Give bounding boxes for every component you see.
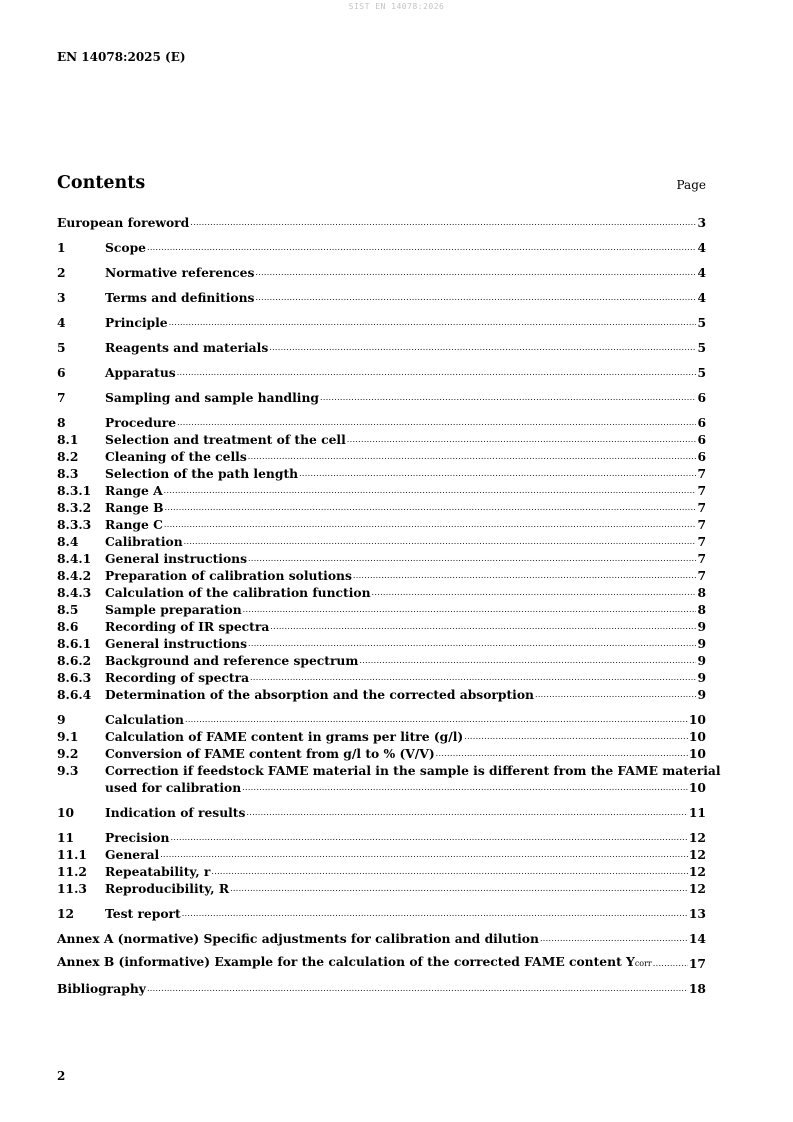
toc-entry-title: Recording of IR spectra <box>105 619 270 634</box>
toc-entry-title: European foreword <box>57 215 190 230</box>
toc-entry-title: General <box>105 847 160 862</box>
toc-entry-4[interactable] <box>57 314 706 331</box>
toc-entry-number: 8.3.2 <box>57 500 92 515</box>
dot-leader <box>320 387 696 406</box>
toc-entry-title: Procedure <box>105 415 177 430</box>
toc-entry-1[interactable] <box>57 239 706 256</box>
toc-entry-title: Determination of the absorption and the corrected absorption <box>105 687 534 702</box>
toc-entry-title: Calculation of FAME content in grams per litre (g/l) <box>105 729 464 744</box>
dot-leader <box>255 287 696 306</box>
toc-entry-number: 8.6 <box>57 619 79 634</box>
toc-entry-number: 8.3.1 <box>57 483 92 498</box>
toc-entry-title: Calibration <box>105 534 183 549</box>
toc-entry-page: 7 <box>697 534 706 549</box>
toc-entry-number: 11.1 <box>57 847 87 862</box>
toc-entry-number: 8.6.4 <box>57 687 92 702</box>
toc-entry-number: 9.2 <box>57 746 79 761</box>
toc-entry-page: 9 <box>697 670 706 685</box>
toc-entry-page: 18 <box>688 981 706 996</box>
toc-entry-page: 6 <box>697 415 706 430</box>
toc-entry-number: 7 <box>57 390 66 405</box>
dot-leader <box>182 903 688 922</box>
toc-entry-number: 8.4.1 <box>57 551 92 566</box>
toc-entry-bibliography[interactable] <box>57 980 706 997</box>
toc-entry-title: Calculation of the calibration function <box>105 585 371 600</box>
toc-entry-number: 8.4.3 <box>57 585 92 600</box>
toc-entry-title <box>57 953 652 972</box>
toc-entry-page: 7 <box>697 500 706 515</box>
toc-entry-title: Repeatability, r <box>105 864 211 879</box>
toc-entry-page: 17 <box>688 956 706 971</box>
toc-entry-title-continued: used for calibration <box>105 780 242 795</box>
toc-entry-title: Scope <box>105 240 146 255</box>
toc-entry-10[interactable] <box>57 804 706 821</box>
toc-entry-number: 8.6.2 <box>57 653 92 668</box>
toc-entry-number: 8.6.1 <box>57 636 92 651</box>
toc-entry-page: 7 <box>697 568 706 583</box>
toc-entry-number: 11.3 <box>57 881 87 896</box>
dot-leader <box>269 337 696 356</box>
toc-entry-page: 12 <box>688 864 706 879</box>
toc-entry-page: 9 <box>697 619 706 634</box>
toc-entry-title-text: Annex B (informative) Example for the calculation of the corrected FAME content Y <box>57 954 635 969</box>
toc-entry-title: Terms and definitions <box>105 290 255 305</box>
toc-entry-number: 11 <box>57 830 75 845</box>
toc-entry-page: 7 <box>697 551 706 566</box>
toc-entry-page: 12 <box>688 881 706 896</box>
dot-leader <box>242 777 688 796</box>
toc-entry-page: 7 <box>697 517 706 532</box>
toc-entry-page: 10 <box>688 712 706 727</box>
toc-entry-number: 9 <box>57 712 66 727</box>
toc-entry-number: 9.3 <box>57 763 79 778</box>
toc-entry-page: 3 <box>697 215 706 230</box>
toc-entry-number: 8.4.2 <box>57 568 92 583</box>
toc-entry-number: 5 <box>57 340 66 355</box>
toc-entry-page: 13 <box>688 906 706 921</box>
toc-entry-title: Calculation <box>105 712 184 727</box>
toc-entry-number: 12 <box>57 906 75 921</box>
toc-entry-6[interactable] <box>57 364 706 381</box>
toc-entry-page: 4 <box>697 240 706 255</box>
dot-leader <box>653 953 688 972</box>
toc-entry-9-2[interactable] <box>57 745 706 762</box>
toc-entry-page: 6 <box>697 432 706 447</box>
toc-entry-page: 9 <box>697 636 706 651</box>
toc-entry-title: Correction if feedstock FAME material in the sample is different from the FAME material <box>105 763 721 778</box>
toc-entry-page: 12 <box>688 830 706 845</box>
toc-entry-8-6-4[interactable] <box>57 686 706 703</box>
toc-entry-title: Cleaning of the cells <box>105 449 247 464</box>
toc-entry-number: 3 <box>57 290 66 305</box>
toc-entry-title: Range B <box>105 500 164 515</box>
toc-entry-12[interactable] <box>57 905 706 922</box>
toc-entry-title: Selection of the path length <box>105 466 299 481</box>
toc-entry-page: 9 <box>697 687 706 702</box>
dot-leader <box>190 212 696 231</box>
toc-entry-5[interactable] <box>57 339 706 356</box>
dot-leader <box>540 928 688 947</box>
toc-entry-title: General instructions <box>105 551 248 566</box>
toc-entry-page: 10 <box>688 729 706 744</box>
toc-entry-title: Recording of spectra <box>105 670 250 685</box>
toc-entry-page: 5 <box>697 340 706 355</box>
dot-leader <box>255 262 696 281</box>
toc-entry-annex-a[interactable] <box>57 930 706 947</box>
toc-entry-page: 12 <box>688 847 706 862</box>
toc-entry-title: Test report <box>105 906 181 921</box>
toc-entry-page: 6 <box>697 390 706 405</box>
toc-entry-number: 1 <box>57 240 66 255</box>
dot-leader <box>147 237 696 256</box>
toc-entry-number: 8.5 <box>57 602 79 617</box>
toc-entry-title: Range A <box>105 483 163 498</box>
toc-entry-title: Reproducibility, R <box>105 881 230 896</box>
contents-heading: Contents <box>57 173 146 193</box>
toc-entry-number: 8 <box>57 415 66 430</box>
toc-entry-number: 8.6.3 <box>57 670 92 685</box>
toc-entry-number: 8.4 <box>57 534 79 549</box>
toc-entry-number: 8.2 <box>57 449 79 464</box>
toc-entry-foreword[interactable] <box>57 214 706 231</box>
page-number: 2 <box>57 1069 66 1083</box>
toc-entry-3[interactable] <box>57 289 706 306</box>
toc-entry-title: Preparation of calibration solutions <box>105 568 352 583</box>
toc-entry-page: 5 <box>697 315 706 330</box>
toc-entry-number: 11.2 <box>57 864 87 879</box>
toc-entry-number: 2 <box>57 265 66 280</box>
toc-entry-annex-b[interactable] <box>57 955 706 972</box>
toc-entry-title: Bibliography <box>57 981 146 996</box>
toc-entry-title: Annex A (normative) Specific adjustments for calibration and dilution <box>57 931 539 946</box>
toc-entry-title: Selection and treatment of the cell <box>105 432 346 447</box>
toc-entry-page: 6 <box>697 449 706 464</box>
watermark: SIST EN 14078:2026 <box>348 2 445 11</box>
toc-entry-page: 14 <box>688 931 706 946</box>
document-identifier: EN 14078:2025 (E) <box>57 50 186 64</box>
toc-entry-9-3-continued[interactable] <box>57 779 706 796</box>
toc-entry-number: 10 <box>57 805 75 820</box>
toc-entry-title: Precision <box>105 830 170 845</box>
table-of-contents <box>57 214 721 997</box>
toc-entry-title: Range C <box>105 517 163 532</box>
toc-entry-number: 6 <box>57 365 66 380</box>
toc-entry-page: 4 <box>697 290 706 305</box>
toc-entry-number: 9.1 <box>57 729 79 744</box>
dot-leader <box>535 684 696 703</box>
toc-entry-page: 11 <box>688 805 706 820</box>
toc-entry-page: 7 <box>697 466 706 481</box>
dot-leader <box>230 878 688 897</box>
toc-entry-title: Reagents and materials <box>105 340 269 355</box>
toc-entry-page: 7 <box>697 483 706 498</box>
toc-entry-title: General instructions <box>105 636 248 651</box>
dot-leader <box>177 362 697 381</box>
subscript-corr: corr <box>634 959 652 968</box>
toc-entry-number: 8.1 <box>57 432 79 447</box>
toc-entry-title: Apparatus <box>105 365 176 380</box>
toc-entry-page: 8 <box>697 585 706 600</box>
toc-entry-number: 8.3 <box>57 466 79 481</box>
dot-leader <box>246 802 687 821</box>
toc-entry-page: 9 <box>697 653 706 668</box>
toc-entry-page: 8 <box>697 602 706 617</box>
page-column-label: Page <box>676 178 706 192</box>
toc-entry-page: 10 <box>688 746 706 761</box>
dot-leader <box>147 978 688 997</box>
toc-entry-number: 8.3.3 <box>57 517 92 532</box>
toc-entry-number: 4 <box>57 315 66 330</box>
toc-entry-11-3[interactable] <box>57 880 706 897</box>
toc-entry-title: Indication of results <box>105 805 246 820</box>
toc-entry-title: Normative references <box>105 265 255 280</box>
toc-entry-title: Conversion of FAME content from g/l to % (V/V) <box>105 746 435 761</box>
toc-entry-7[interactable] <box>57 389 706 406</box>
toc-entry-page: 5 <box>697 365 706 380</box>
toc-entry-page: 10 <box>688 780 706 795</box>
toc-entry-page: 4 <box>697 265 706 280</box>
dot-leader <box>436 743 688 762</box>
toc-entry-title: Principle <box>105 315 168 330</box>
toc-entry-title: Sample preparation <box>105 602 242 617</box>
toc-entry-title: Sampling and sample handling <box>105 390 320 405</box>
dot-leader <box>169 312 697 331</box>
toc-entry-2[interactable] <box>57 264 706 281</box>
toc-entry-title: Background and reference spectrum <box>105 653 359 668</box>
